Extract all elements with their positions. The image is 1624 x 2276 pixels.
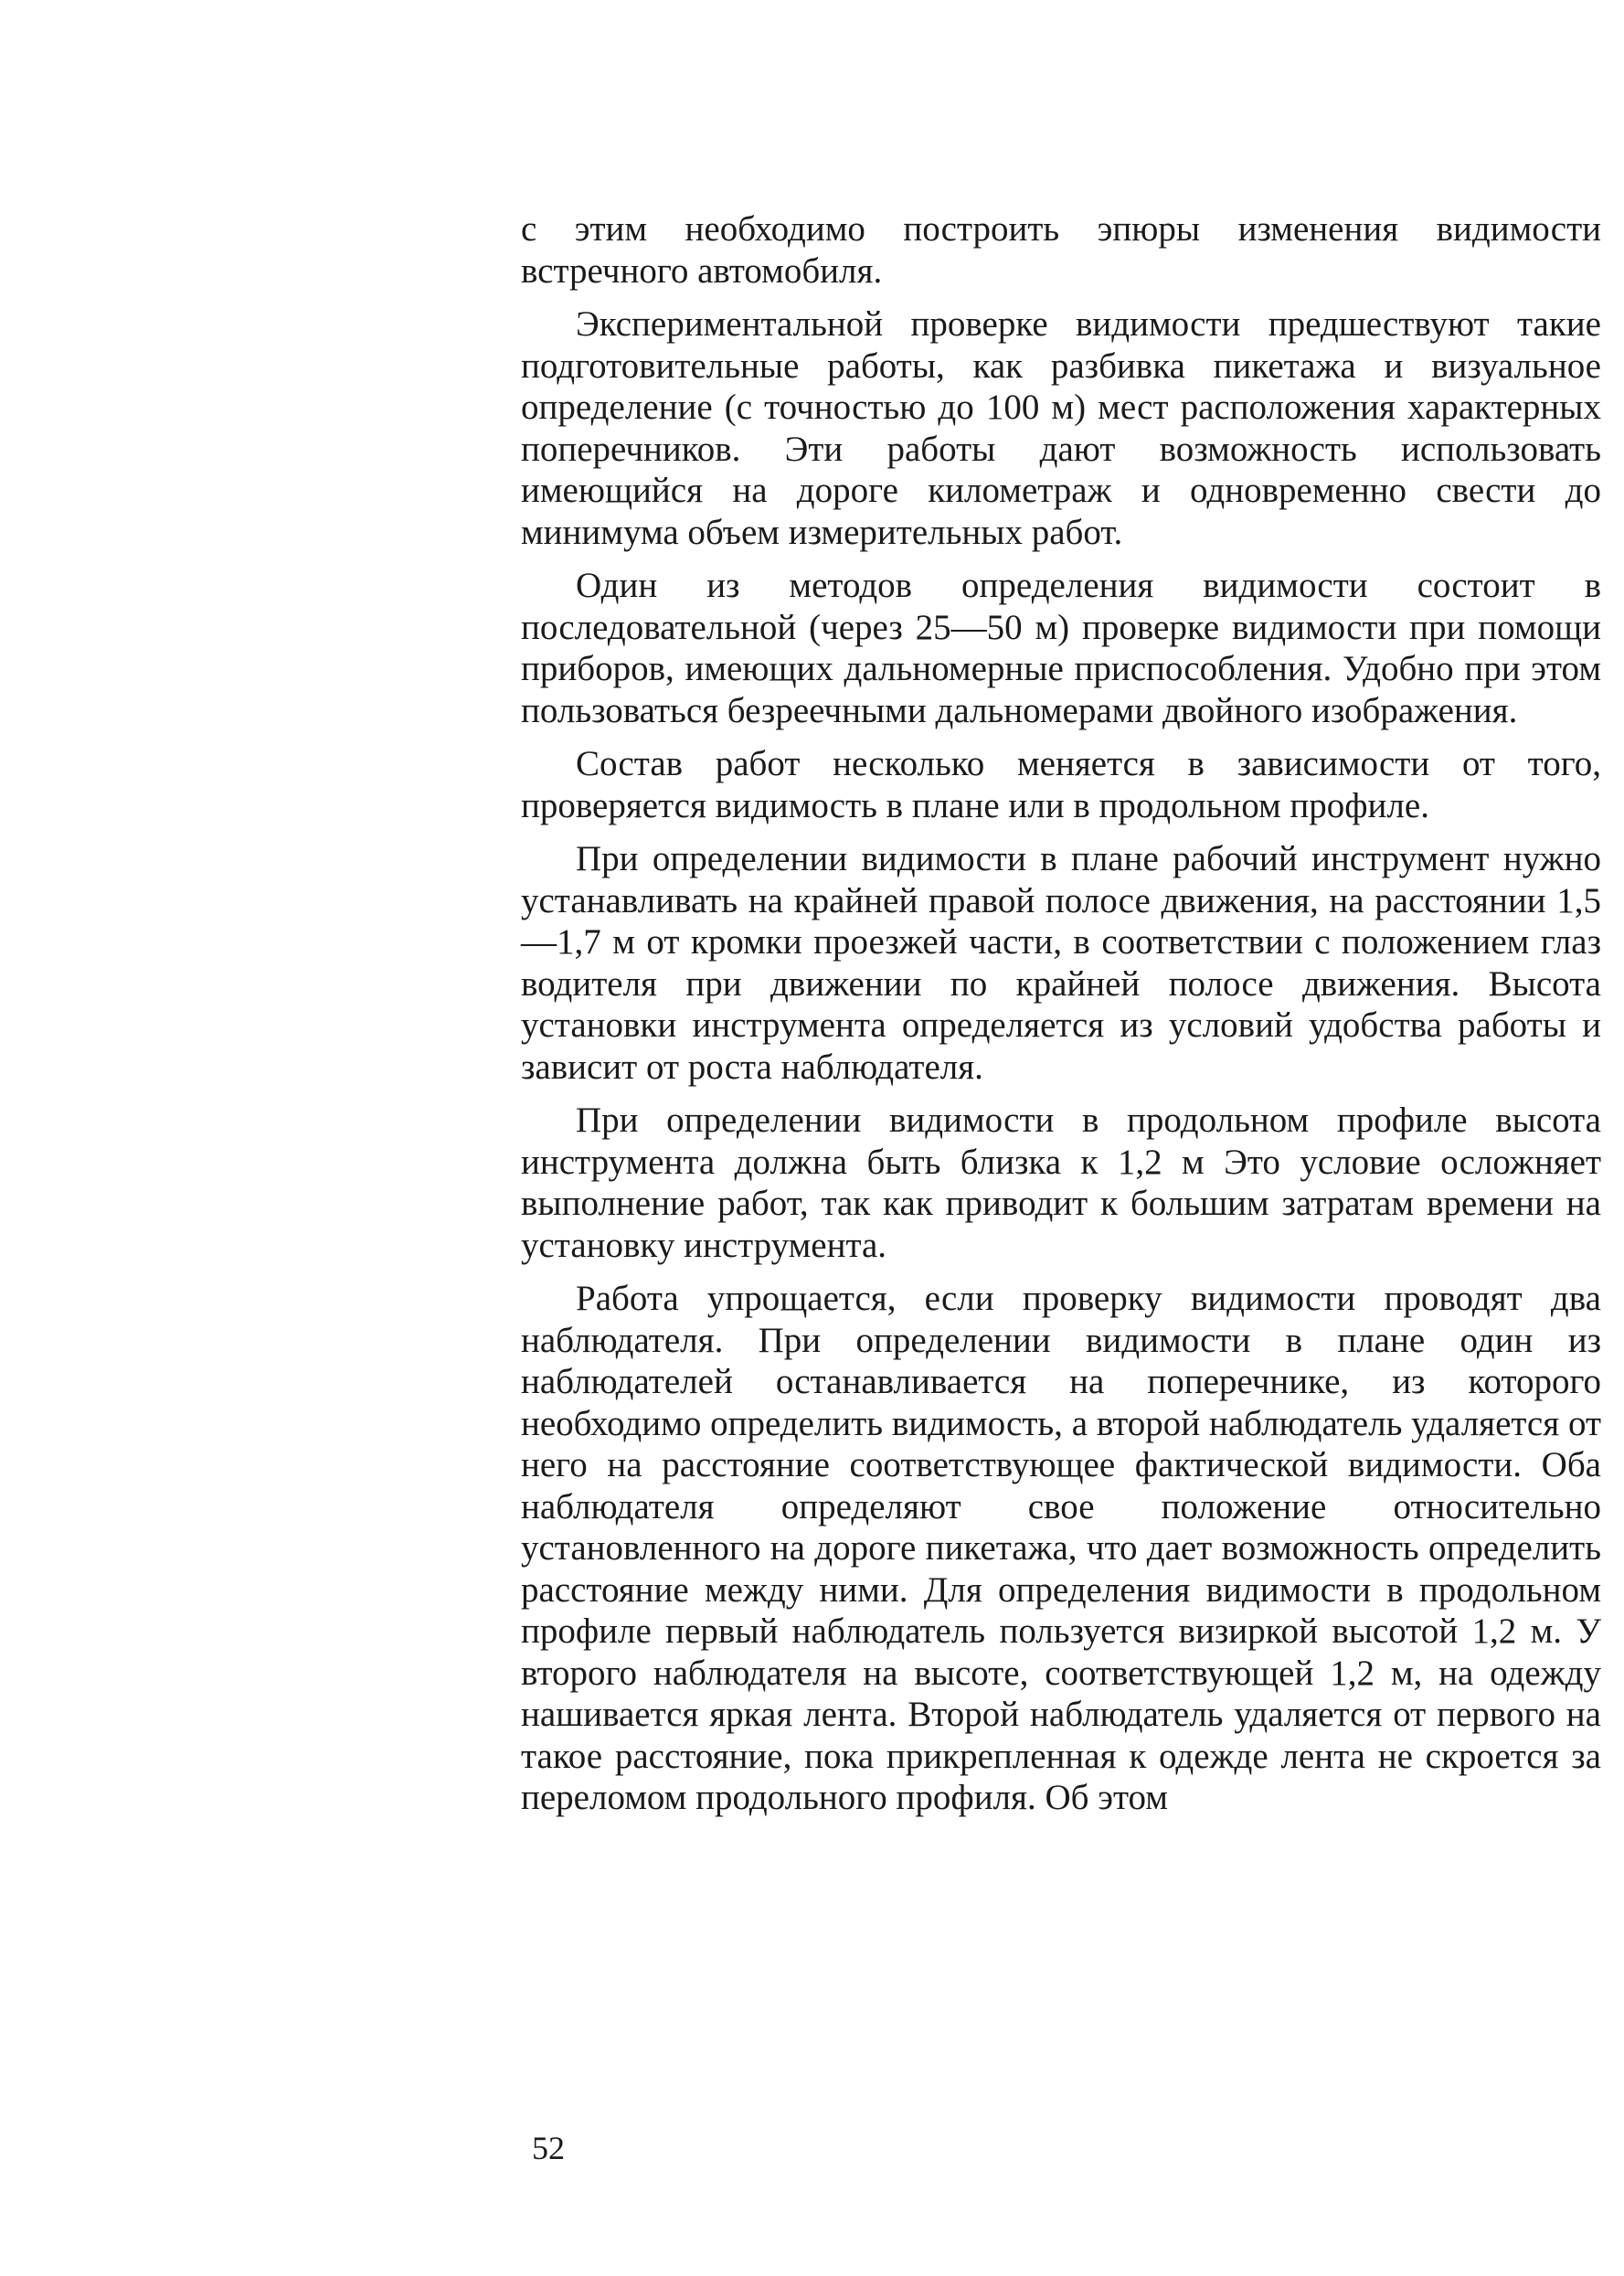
- paragraph-2: Экспериментальной проверке видимости предшествуют такие подготовительные работы, как разбивка пикетажа и визуальное определение (с точностью до 100 м) мест расположения характерных поперечников. Эти работы дают возможность использовать имеющийся на дороге километраж и одновременно свести до минимума объем измерительных работ.: [521, 304, 1601, 552]
- paragraph-1: с этим необходимо построить эпюры изменения видимости встречного автомобиля.: [521, 209, 1601, 291]
- paragraph-5: При определении видимости в плане рабочий инструмент нужно устанавливать на крайней правой полосе движения, на расстоянии 1,5—1,7 м от кромки проезжей части, в соответствии с положением глаз водителя при движении по крайней полосе движения. Высота установки инструмента определяется из условий удобства работы и зависит от роста наблюдателя.: [521, 839, 1601, 1087]
- paragraph-7: Работа упрощается, если проверку видимости проводят два наблюдателя. При определении видимости в плане один из наблюдателей останавливается на поперечнике, из которого необходимо определить видимость, а второй наблюдатель удаляется от него на расстояние соответствующее фактической видимости. Оба наблюдателя определяют свое положение относительно установленного на дороге пикетажа, что дает возможность определить расстояние между ними. Для определения видимости в продольном профиле первый наблюдатель пользуется визиркой высотой 1,2 м. У второго наблюдателя на высоте, соответствующей 1,2 м, на одежду нашивается яркая лента. Второй наблюдатель удаляется от первого на такое расстояние, пока прикрепленная к одежде лента не скроется за переломом продольного профиля. Об этом: [521, 1279, 1601, 1817]
- page-body: [521, 208, 1601, 1831]
- paragraph-6: При определении видимости в продольном профиле высота инструмента должна быть близка к 1,2 м Это условие осложняет выполнение работ, так как приводит к большим затратам времени на установку инструмента.: [521, 1101, 1601, 1265]
- paragraph-3: Один из методов определения видимости состоит в последовательной (через 25—50 м) проверке видимости при помощи приборов, имеющих дальномерные приспособления. Удобно при этом пользоваться безреечными дальномерами двойного изображения.: [521, 566, 1601, 730]
- paragraph-4: Состав работ несколько меняется в зависимости от того, проверяется видимость в плане или в продольном профиле.: [521, 744, 1601, 825]
- page-number: 52: [532, 2130, 565, 2166]
